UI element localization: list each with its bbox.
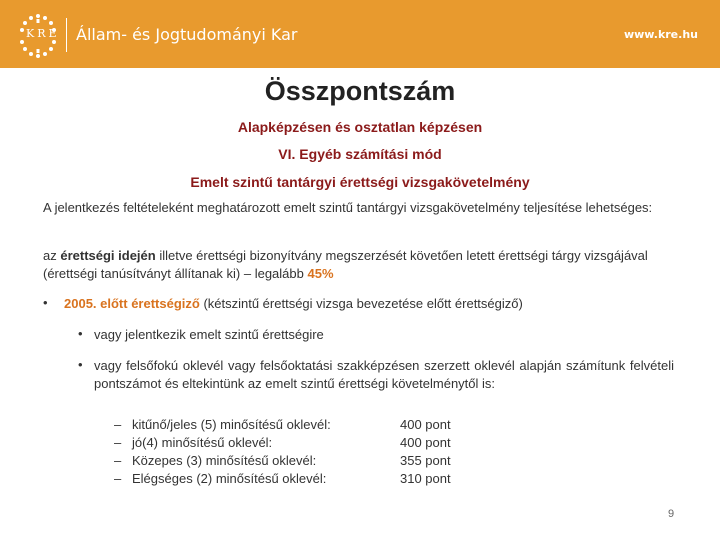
page-number: 9: [668, 508, 675, 520]
sub-bullet-1: vagy jelentkezik emelt szintű érettségire: [94, 327, 324, 342]
header-divider: [66, 18, 67, 52]
min-percent: 45%: [307, 266, 334, 281]
grade-points: 310 pont: [400, 471, 451, 486]
website-link[interactable]: www.kre.hu: [623, 28, 698, 41]
exam-post: illetve érettségi bizonyítvány megszerzését követően letett érettségi tárgy vizsgájával (érettségi tanúsítványt állítanak ki) – legalább: [43, 248, 648, 281]
list-item: [114, 416, 534, 434]
exam-bold: érettségi idején: [60, 248, 156, 263]
dash: –: [114, 435, 122, 450]
subtitle-3: Emelt szintű tantárgyi érettségi vizsgakövetelmény: [190, 174, 530, 190]
main-bullet: [64, 295, 684, 313]
grade-label: kitűnő/jeles (5) minősítésű oklevél:: [132, 417, 331, 432]
intro-paragraph: A jelentkezés feltételeként meghatározott emelt szintű tantárgyi vizsgakövetelmény teljesítése lehetséges:: [43, 200, 653, 215]
subtitle-1: Alapképzésen és osztatlan képzésen: [237, 119, 483, 135]
sub-bullet-2: vagy felsőfokú oklevél vagy felsőoktatási szakképzésen szerzett oklevél alapján számítunk felvételi pontszámot és eltekintünk az emelt szintű érettségi követelménytől is:: [94, 358, 674, 391]
grade-points: 400 pont: [400, 417, 451, 432]
brand-text: KRE: [26, 27, 60, 40]
grade-label: Elégséges (2) minősítésű oklevél:: [132, 471, 327, 486]
sub-bullet-dot-1: •: [78, 326, 83, 341]
dash: –: [114, 471, 122, 486]
subtitle-2: VI. Egyéb számítási mód: [278, 146, 442, 162]
grade-points: 400 pont: [400, 435, 451, 450]
dash: –: [114, 417, 122, 432]
list-item: [114, 434, 534, 452]
main-bullet-bold: 2005. előtt érettségiző: [64, 296, 200, 311]
grade-points-list: [114, 416, 534, 488]
exam-pre: az: [43, 248, 61, 263]
exam-paragraph: [43, 247, 683, 283]
dash: –: [114, 453, 122, 468]
faculty-name: Állam- és Jogtudományi Kar: [76, 25, 298, 44]
main-bullet-rest: (kétszintű érettségi vizsga bevezetése előtt érettségiző): [199, 296, 523, 311]
grade-points: 355 pont: [400, 453, 451, 468]
sub-bullet-dot-2: •: [78, 357, 83, 372]
bullet-dot: •: [43, 295, 48, 310]
header-bar: [0, 0, 720, 68]
grade-label: jó(4) minősítésű oklevél:: [132, 435, 273, 450]
list-item: [114, 452, 534, 470]
list-item: [114, 470, 534, 488]
grade-label: Közepes (3) minősítésű oklevél:: [132, 453, 317, 468]
slide-title: Összpontszám: [264, 76, 456, 106]
